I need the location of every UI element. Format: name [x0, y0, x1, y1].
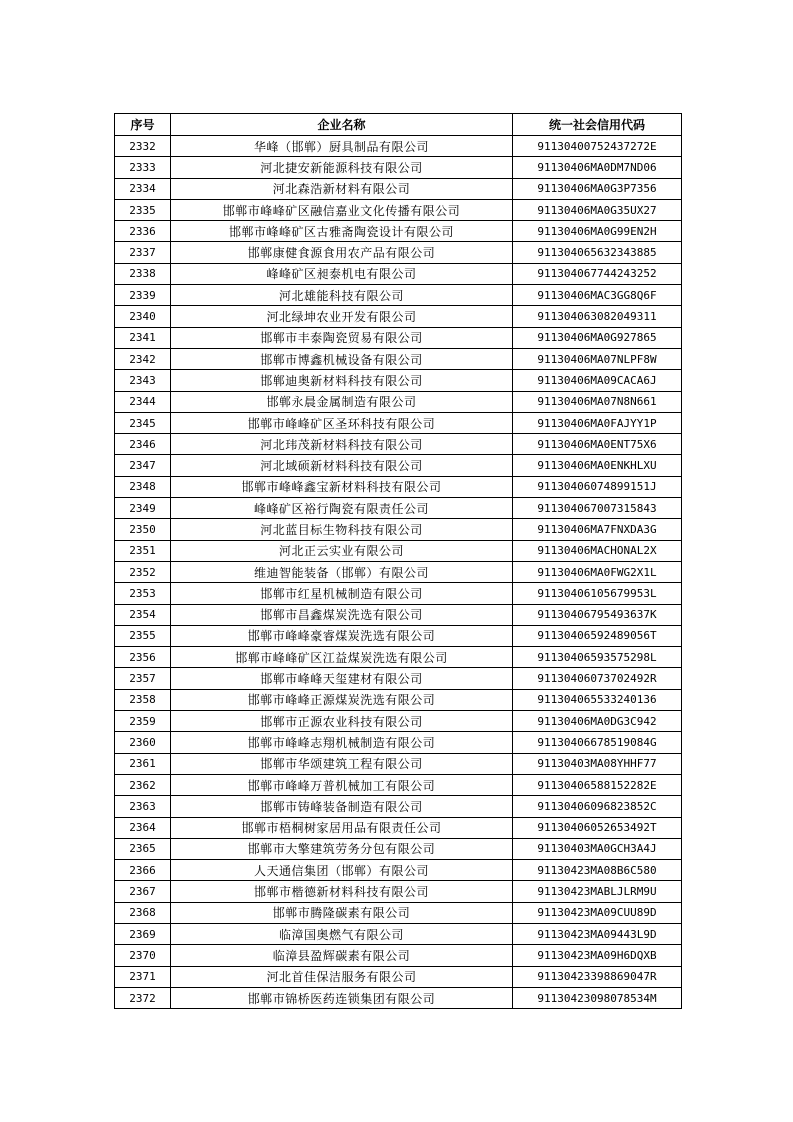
table-row	[115, 732, 682, 753]
cell-credit-code: 91130400752437272E	[513, 136, 682, 157]
cell-serial-number: 2353	[115, 583, 171, 604]
table-row	[115, 540, 682, 561]
cell-credit-code: 91130406MA0G3P7356	[513, 178, 682, 199]
cell-enterprise-name: 邯郸市峰峰矿区融信嘉业文化传播有限公司	[171, 199, 513, 220]
cell-enterprise-name: 邯郸市昌鑫煤炭洗选有限公司	[171, 604, 513, 625]
cell-enterprise-name: 邯郸市峰峰志翔机械制造有限公司	[171, 732, 513, 753]
table-row	[115, 306, 682, 327]
table-row	[115, 625, 682, 646]
cell-serial-number: 2358	[115, 689, 171, 710]
table-row	[115, 647, 682, 668]
cell-serial-number: 2370	[115, 945, 171, 966]
cell-enterprise-name: 河北森浩新材料有限公司	[171, 178, 513, 199]
cell-credit-code: 91130423098078534M	[513, 987, 682, 1008]
cell-serial-number: 2337	[115, 242, 171, 263]
cell-credit-code: 91130406MA0ENT75X6	[513, 434, 682, 455]
table-row	[115, 348, 682, 369]
cell-enterprise-name: 峰峰矿区裕行陶瓷有限责任公司	[171, 498, 513, 519]
cell-credit-code: 91130423MA09CUU89D	[513, 902, 682, 923]
table-row	[115, 370, 682, 391]
table-row	[115, 966, 682, 987]
table-row	[115, 583, 682, 604]
table-row	[115, 604, 682, 625]
cell-credit-code: 91130406592489056T	[513, 625, 682, 646]
cell-credit-code: 91130406678519084G	[513, 732, 682, 753]
cell-serial-number: 2354	[115, 604, 171, 625]
table-row	[115, 178, 682, 199]
cell-credit-code: 91130406MA07NLPF8W	[513, 348, 682, 369]
cell-serial-number: 2344	[115, 391, 171, 412]
cell-enterprise-name: 邯郸迪奥新材料科技有限公司	[171, 370, 513, 391]
cell-serial-number: 2361	[115, 753, 171, 774]
cell-enterprise-name: 邯郸市博鑫机械设备有限公司	[171, 348, 513, 369]
cell-credit-code: 91130406MACHONAL2X	[513, 540, 682, 561]
cell-enterprise-name: 河北雄能科技有限公司	[171, 285, 513, 306]
cell-serial-number: 2372	[115, 987, 171, 1008]
cell-enterprise-name: 邯郸市峰峰正源煤炭洗选有限公司	[171, 689, 513, 710]
table-row	[115, 838, 682, 859]
cell-enterprise-name: 邯郸市峰峰天玺建材有限公司	[171, 668, 513, 689]
cell-serial-number: 2351	[115, 540, 171, 561]
cell-serial-number: 2365	[115, 838, 171, 859]
cell-credit-code: 91130406MA0ENKHLXU	[513, 455, 682, 476]
cell-enterprise-name: 邯郸市华颂建筑工程有限公司	[171, 753, 513, 774]
table-row	[115, 796, 682, 817]
cell-serial-number: 2359	[115, 711, 171, 732]
cell-credit-code: 91130403MA0GCH3A4J	[513, 838, 682, 859]
cell-serial-number: 2366	[115, 860, 171, 881]
header-enterprise-name: 企业名称	[171, 114, 513, 136]
cell-credit-code: 91130423MA09443L9D	[513, 923, 682, 944]
cell-enterprise-name: 邯郸市峰峰鑫宝新材料科技有限公司	[171, 476, 513, 497]
table-row	[115, 391, 682, 412]
cell-credit-code: 91130406MA0FWG2X1L	[513, 561, 682, 582]
cell-credit-code: 911304065533240136	[513, 689, 682, 710]
cell-enterprise-name: 邯郸市峰峰矿区江益煤炭洗选有限公司	[171, 647, 513, 668]
table-row	[115, 774, 682, 795]
cell-enterprise-name: 河北正云实业有限公司	[171, 540, 513, 561]
enterprise-table	[114, 113, 682, 1009]
cell-credit-code: 91130423398869047R	[513, 966, 682, 987]
cell-serial-number: 2368	[115, 902, 171, 923]
table-row	[115, 285, 682, 306]
cell-enterprise-name: 河北玮茂新材料科技有限公司	[171, 434, 513, 455]
cell-serial-number: 2345	[115, 412, 171, 433]
cell-credit-code: 91130403MA08YHHF77	[513, 753, 682, 774]
cell-credit-code: 91130423MABLJLRM9U	[513, 881, 682, 902]
cell-credit-code: 91130406096823852C	[513, 796, 682, 817]
cell-enterprise-name: 邯郸市丰泰陶瓷贸易有限公司	[171, 327, 513, 348]
cell-credit-code: 911304067744243252	[513, 263, 682, 284]
cell-serial-number: 2362	[115, 774, 171, 795]
cell-credit-code: 91130406MAC3GG8Q6F	[513, 285, 682, 306]
cell-credit-code: 91130406MA07N8N661	[513, 391, 682, 412]
table-row	[115, 136, 682, 157]
table-row	[115, 476, 682, 497]
cell-enterprise-name: 华峰（邯郸）厨具制品有限公司	[171, 136, 513, 157]
cell-credit-code: 91130406074899151J	[513, 476, 682, 497]
table-row	[115, 711, 682, 732]
cell-serial-number: 2367	[115, 881, 171, 902]
table-row	[115, 668, 682, 689]
cell-enterprise-name: 河北绿坤农业开发有限公司	[171, 306, 513, 327]
cell-serial-number: 2369	[115, 923, 171, 944]
cell-enterprise-name: 邯郸市峰峰万普机械加工有限公司	[171, 774, 513, 795]
cell-serial-number: 2348	[115, 476, 171, 497]
cell-serial-number: 2340	[115, 306, 171, 327]
table-row	[115, 157, 682, 178]
table-row	[115, 817, 682, 838]
table-row	[115, 455, 682, 476]
cell-credit-code: 91130406052653492T	[513, 817, 682, 838]
cell-credit-code: 911304067007315843	[513, 498, 682, 519]
cell-serial-number: 2334	[115, 178, 171, 199]
cell-serial-number: 2341	[115, 327, 171, 348]
cell-enterprise-name: 邯郸市正源农业科技有限公司	[171, 711, 513, 732]
table-row	[115, 923, 682, 944]
cell-credit-code: 91130406MA0FAJYY1P	[513, 412, 682, 433]
table-row	[115, 242, 682, 263]
cell-enterprise-name: 河北捷安新能源科技有限公司	[171, 157, 513, 178]
cell-credit-code: 911304065632343885	[513, 242, 682, 263]
cell-enterprise-name: 河北域硕新材料科技有限公司	[171, 455, 513, 476]
cell-credit-code: 91130423MA08B6C580	[513, 860, 682, 881]
table-row	[115, 860, 682, 881]
cell-credit-code: 91130406105679953L	[513, 583, 682, 604]
cell-credit-code: 91130406588152282E	[513, 774, 682, 795]
cell-serial-number: 2342	[115, 348, 171, 369]
header-credit-code: 统一社会信用代码	[513, 114, 682, 136]
table-row	[115, 945, 682, 966]
cell-credit-code: 91130406MA0G99EN2H	[513, 221, 682, 242]
table-row	[115, 199, 682, 220]
cell-serial-number: 2335	[115, 199, 171, 220]
cell-serial-number: 2352	[115, 561, 171, 582]
cell-enterprise-name: 临漳国奥燃气有限公司	[171, 923, 513, 944]
cell-credit-code: 91130406MA09CACA6J	[513, 370, 682, 391]
cell-enterprise-name: 维迪智能装备（邯郸）有限公司	[171, 561, 513, 582]
cell-enterprise-name: 邯郸市大擎建筑劳务分包有限公司	[171, 838, 513, 859]
cell-enterprise-name: 邯郸市楷德新材料科技有限公司	[171, 881, 513, 902]
cell-serial-number: 2333	[115, 157, 171, 178]
header-serial-number: 序号	[115, 114, 171, 136]
table-row	[115, 519, 682, 540]
cell-enterprise-name: 邯郸市锦桥医药连锁集团有限公司	[171, 987, 513, 1008]
table-row	[115, 263, 682, 284]
cell-credit-code: 911304063082049311	[513, 306, 682, 327]
cell-serial-number: 2355	[115, 625, 171, 646]
cell-credit-code: 91130406MA0G35UX27	[513, 199, 682, 220]
cell-credit-code: 91130406593575298L	[513, 647, 682, 668]
cell-credit-code: 91130423MA09H6DQXB	[513, 945, 682, 966]
table-row	[115, 561, 682, 582]
cell-enterprise-name: 邯郸市峰峰矿区古雅斋陶瓷设计有限公司	[171, 221, 513, 242]
cell-enterprise-name: 邯郸市铸峰装备制造有限公司	[171, 796, 513, 817]
table-header-row	[115, 114, 682, 136]
cell-enterprise-name: 峰峰矿区昶泰机电有限公司	[171, 263, 513, 284]
cell-enterprise-name: 河北首佳保洁服务有限公司	[171, 966, 513, 987]
cell-enterprise-name: 邯郸市红星机械制造有限公司	[171, 583, 513, 604]
table-row	[115, 753, 682, 774]
table-row	[115, 221, 682, 242]
cell-serial-number: 2346	[115, 434, 171, 455]
table-row	[115, 434, 682, 455]
cell-enterprise-name: 邯郸永晨金属制造有限公司	[171, 391, 513, 412]
cell-enterprise-name: 邯郸市腾隆碳素有限公司	[171, 902, 513, 923]
cell-serial-number: 2339	[115, 285, 171, 306]
cell-serial-number: 2336	[115, 221, 171, 242]
cell-enterprise-name: 邯郸市峰峰豪睿煤炭洗选有限公司	[171, 625, 513, 646]
table-row	[115, 498, 682, 519]
cell-serial-number: 2371	[115, 966, 171, 987]
cell-credit-code: 91130406MA7FNXDA3G	[513, 519, 682, 540]
cell-credit-code: 91130406MA0G927865	[513, 327, 682, 348]
cell-credit-code: 91130406073702492R	[513, 668, 682, 689]
table-body	[115, 136, 682, 1009]
cell-serial-number: 2360	[115, 732, 171, 753]
cell-serial-number: 2364	[115, 817, 171, 838]
cell-serial-number: 2347	[115, 455, 171, 476]
cell-enterprise-name: 河北蓝目标生物科技有限公司	[171, 519, 513, 540]
cell-credit-code: 91130406795493637K	[513, 604, 682, 625]
cell-serial-number: 2338	[115, 263, 171, 284]
cell-serial-number: 2356	[115, 647, 171, 668]
cell-serial-number: 2363	[115, 796, 171, 817]
table-row	[115, 412, 682, 433]
cell-serial-number: 2357	[115, 668, 171, 689]
table-row	[115, 327, 682, 348]
cell-serial-number: 2332	[115, 136, 171, 157]
table-row	[115, 689, 682, 710]
cell-enterprise-name: 邯郸市峰峰矿区圣环科技有限公司	[171, 412, 513, 433]
cell-enterprise-name: 人天通信集团（邯郸）有限公司	[171, 860, 513, 881]
cell-serial-number: 2349	[115, 498, 171, 519]
cell-enterprise-name: 临漳县盈辉碳素有限公司	[171, 945, 513, 966]
cell-serial-number: 2350	[115, 519, 171, 540]
table-row	[115, 881, 682, 902]
cell-enterprise-name: 邯郸康健食源食用农产品有限公司	[171, 242, 513, 263]
cell-credit-code: 91130406MA0DM7ND06	[513, 157, 682, 178]
table-row	[115, 902, 682, 923]
cell-enterprise-name: 邯郸市梧桐树家居用品有限责任公司	[171, 817, 513, 838]
table-row	[115, 987, 682, 1008]
cell-credit-code: 91130406MA0DG3C942	[513, 711, 682, 732]
cell-serial-number: 2343	[115, 370, 171, 391]
